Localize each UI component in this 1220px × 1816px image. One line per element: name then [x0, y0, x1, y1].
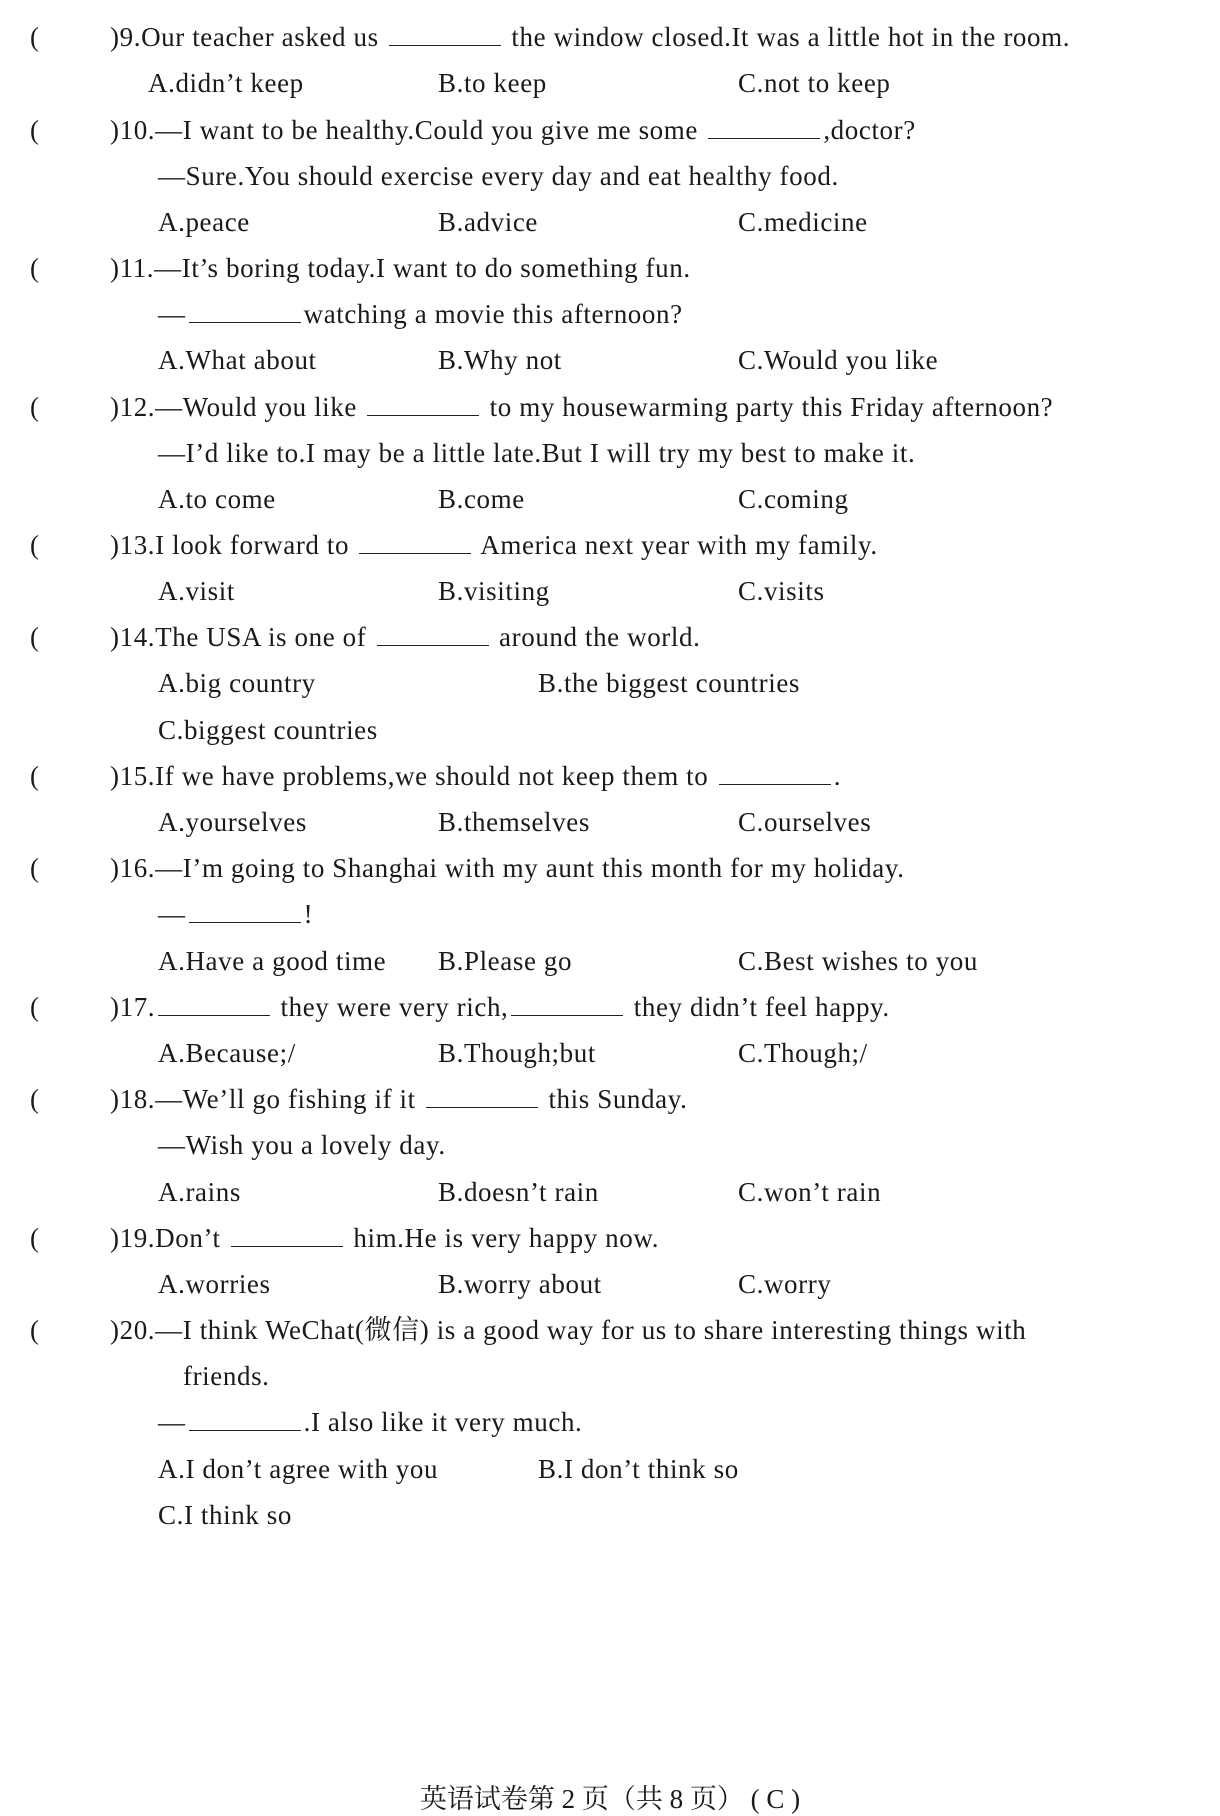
question-10-stem: )10.—I want to be healthy.Could you give me some ,doctor?: [110, 115, 916, 145]
answer-paren: (: [30, 1084, 39, 1114]
option-a: A.I don’t agree with you: [158, 1454, 439, 1484]
option-a: A.to come: [158, 484, 276, 514]
option-a: A.didn’t keep: [148, 68, 304, 98]
question-19-stem: )19.Don’t him.He is very happy now.: [110, 1223, 660, 1253]
question-20-stem-cont: friends.: [183, 1361, 270, 1391]
option-c: C.biggest countries: [158, 715, 378, 745]
question-10-reply: —Sure.You should exercise every day and eat healthy food.: [158, 161, 839, 191]
option-a: A.What about: [158, 345, 317, 375]
answer-blank[interactable]: [189, 298, 301, 323]
answer-blank[interactable]: [708, 114, 820, 139]
option-b: B.advice: [438, 207, 539, 237]
option-b: B.worry about: [438, 1269, 602, 1299]
answer-paren: (: [30, 530, 39, 560]
option-b: B.I don’t think so: [538, 1454, 739, 1484]
question-20-reply: — .I also like it very much.: [158, 1407, 583, 1437]
question-16-reply: — !: [158, 899, 314, 929]
option-b: B.the biggest countries: [538, 668, 801, 698]
question-13-stem: )13.I look forward to America next year with my family.: [110, 530, 878, 560]
option-c: C.visits: [738, 576, 825, 606]
answer-paren: (: [30, 22, 39, 52]
option-b: B.to keep: [438, 68, 547, 98]
question-18-reply: —Wish you a lovely day.: [158, 1130, 446, 1160]
question-11-reply: — watching a movie this afternoon?: [158, 299, 683, 329]
answer-blank[interactable]: [231, 1222, 343, 1247]
option-a: A.big country: [158, 668, 316, 698]
answer-blank[interactable]: [511, 991, 623, 1016]
page-footer: 英语试卷第 2 页（共 8 页） ( C ): [419, 1784, 801, 1814]
answer-paren: (: [30, 761, 39, 791]
question-16-stem: )16.—I’m going to Shanghai with my aunt this month for my holiday.: [110, 853, 905, 883]
answer-paren: (: [30, 253, 39, 283]
option-c: C.worry: [738, 1269, 832, 1299]
option-c: C.ourselves: [738, 807, 872, 837]
option-c: C.won’t rain: [738, 1177, 882, 1207]
answer-paren: (: [30, 1223, 39, 1253]
option-c: C.I think so: [158, 1500, 292, 1530]
option-c: C.Though;/: [738, 1038, 868, 1068]
option-b: B.visiting: [438, 576, 550, 606]
option-b: B.themselves: [438, 807, 590, 837]
question-12-stem: )12.—Would you like to my housewarming party this Friday afternoon?: [110, 392, 1054, 422]
question-18-stem: )18.—We’ll go fishing if it this Sunday.: [110, 1084, 688, 1114]
answer-blank[interactable]: [377, 621, 489, 646]
answer-paren: (: [30, 1315, 39, 1345]
answer-paren: (: [30, 392, 39, 422]
option-b: B.Please go: [438, 946, 573, 976]
option-c: C.Best wishes to you: [738, 946, 979, 976]
option-c: C.not to keep: [738, 68, 891, 98]
option-c: C.coming: [738, 484, 849, 514]
question-12-reply: —I’d like to.I may be a little late.But I will try my best to make it.: [158, 438, 916, 468]
answer-blank[interactable]: [158, 991, 270, 1016]
option-a: A.worries: [158, 1269, 271, 1299]
question-15-stem: )15.If we have problems,we should not keep them to .: [110, 761, 842, 791]
question-11-stem: )11.—It’s boring today.I want to do something fun.: [110, 253, 691, 283]
option-a: A.yourselves: [158, 807, 307, 837]
option-b: B.doesn’t rain: [438, 1177, 599, 1207]
answer-blank[interactable]: [719, 760, 831, 785]
answer-paren: (: [30, 992, 39, 1022]
answer-blank[interactable]: [189, 1406, 301, 1431]
option-a: A.Have a good time: [158, 946, 387, 976]
option-b: B.Though;but: [438, 1038, 596, 1068]
option-c: C.Would you like: [738, 345, 939, 375]
question-9-stem: )9.Our teacher asked us the window closed.It was a little hot in the room.: [110, 22, 1071, 52]
answer-blank[interactable]: [359, 529, 471, 554]
answer-paren: (: [30, 115, 39, 145]
answer-paren: (: [30, 622, 39, 652]
answer-blank[interactable]: [367, 391, 479, 416]
option-a: A.rains: [158, 1177, 241, 1207]
option-a: A.visit: [158, 576, 235, 606]
option-a: A.peace: [158, 207, 250, 237]
option-c: C.medicine: [738, 207, 868, 237]
answer-blank[interactable]: [189, 898, 301, 923]
answer-paren: (: [30, 853, 39, 883]
option-a: A.Because;/: [158, 1038, 296, 1068]
answer-blank[interactable]: [389, 21, 501, 46]
question-14-stem: )14.The USA is one of around the world.: [110, 622, 701, 652]
answer-blank[interactable]: [426, 1083, 538, 1108]
question-20-stem: )20.—I think WeChat(微信) is a good way for us to share interesting things with: [110, 1315, 1027, 1345]
option-b: B.come: [438, 484, 525, 514]
option-b: B.Why not: [438, 345, 562, 375]
question-17-stem: )17. they were very rich, they didn’t feel happy.: [110, 992, 890, 1022]
